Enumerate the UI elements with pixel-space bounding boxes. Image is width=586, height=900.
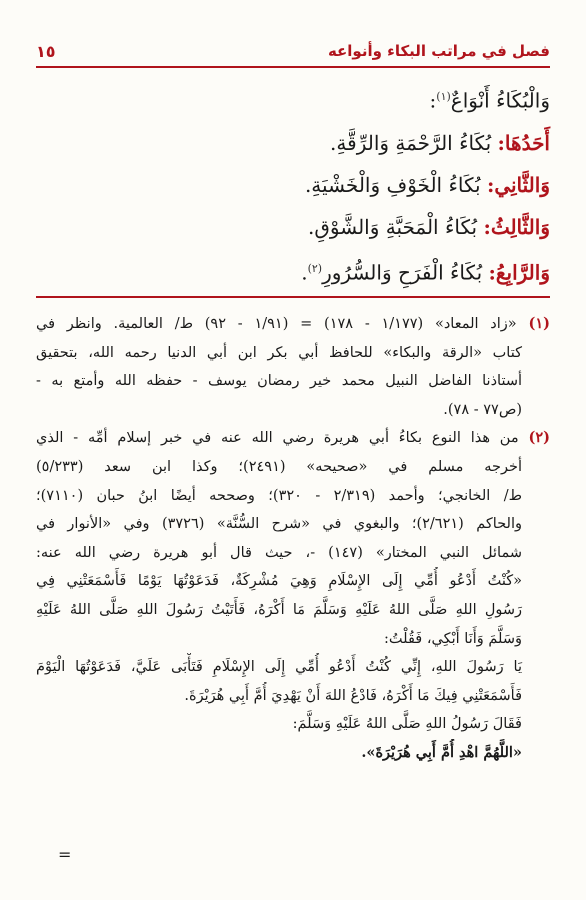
header-rule [36, 66, 550, 68]
hadith-line: رَسُولِ اللهِ صَلَّى اللهُ عَلَيْهِ وَسَلَّمَ مَا أَكْرَهُ، فَأَتَيْتُ رَسُولَ اللهِ صَلَّى اللهُ عَلَيْهِ [36, 601, 522, 618]
kind-label: أَحَدُهَا: [497, 130, 550, 155]
footnote-2-number: (٢) [528, 429, 550, 447]
kind-line-3 [150, 206, 550, 248]
footnote-1-line: أستاذنا الفاضل النبيل محمد خير رمضان يوسف - حفظه الله وأمتع به - [36, 373, 522, 390]
kind-text: بُكَاءُ الْخَوْفِ وَالْخَشْيَةِ. [304, 172, 487, 197]
kind-line-2 [150, 164, 550, 206]
footnote-ref-2[interactable]: (٢) [307, 261, 323, 275]
continuation-mark: = [58, 845, 72, 864]
footnote-2-line: ط/ الخانجي؛ وأحمد (٢/٣١٩ - ٣٢٠)؛ وصححه أيضًا ابنُ حبان (٧١١٠)؛ [36, 487, 522, 504]
chapter-title: فصل في مراتب البكاء وأنواعه [327, 42, 550, 60]
intro-text: وَالْبُكَاءُ أَنْوَاعٌ [450, 88, 550, 113]
kind-tail: . [301, 260, 308, 285]
hadith-line: فَأَسْمَعَتْنِي فِيكَ مَا أَكْرَهُ، فَادْعُ اللهَ أَنْ يَهْدِيَ أُمَّ أَبِي هُرَيْرَةَ. [184, 687, 522, 704]
footnote-text: «زاد المعاد» (١/١٧٧ - ١٧٨) = (١/٩١ - ٩٢) ط/ العالمية. وانظر في [36, 316, 517, 332]
main-text [150, 76, 550, 293]
kind-label: وَالثَّالِثُ: [483, 214, 550, 239]
hadith-line: يَا رَسُولَ اللهِ، إِنِّي كُنْتُ أَدْعُو أُمِّي إِلَى الإِسْلَامِ فَتَأْبَى عَلَيَّ، فَدَعَوْتُهَا الْيَوْمَ [36, 659, 522, 676]
footnote-2-line [36, 424, 550, 453]
footnote-2-line: شمائل النبي المختار» (١٤٧) -، حيث قال أبو هريرة رضي الله عنه: [36, 544, 523, 561]
intro-line [150, 76, 550, 122]
footnote-1-line [36, 310, 550, 339]
hadith-line: «كُنْتُ أَدْعُو أُمِّي إِلَى الإِسْلَامِ وَهِيَ مُشْرِكَةٌ، فَدَعَوْتُهَا يَوْمًا فَأَسْمَعَتْنِي فِي [36, 573, 522, 590]
kind-text: بُكَاءُ الرَّحْمَةِ وَالرِّقَّةِ. [330, 130, 498, 155]
hadith-line: وَسَلَّمَ وَأَنَا أَبْكِي، فَقُلْتُ: [384, 630, 522, 647]
footnote-1-line: (ص٧٧ - ٧٨). [443, 401, 522, 418]
running-header [36, 40, 550, 64]
kind-line-4 [150, 248, 550, 294]
kind-text: بُكَاءُ الْمَحَبَّةِ وَالشَّوْقِ. [308, 214, 484, 239]
footnotes [36, 310, 550, 768]
footnote-2-line: أخرجه مسلم في «صحيحه» (٢٤٩١)؛ وكذا ابن سعد (٥/٢٣٣) [36, 458, 522, 475]
hadith-line: فَقَالَ رَسُولُ اللهِ صَلَّى اللهُ عَلَيْهِ وَسَلَّمَ: [292, 716, 522, 733]
footnote-1-line: كتاب «الرقة والبكاء» للحافظ أبي بكر ابن أبي الدنيا رحمه الله، بتحقيق [36, 344, 522, 361]
footnote-1-number: (١) [528, 315, 550, 332]
page-number: ١٥ [36, 42, 56, 61]
kind-line-1 [150, 122, 550, 164]
footnote-ref-1[interactable]: (١) [436, 90, 451, 103]
hadith-supplication-line: «اللَّهُمَّ اهْدِ أُمَّ أَبِي هُرَيْرَةَ». [361, 743, 522, 761]
kind-text: بُكَاءُ الْفَرَحِ وَالسُّرُورِ [322, 260, 489, 285]
kind-label: وَالرَّابِعُ: [488, 260, 550, 285]
footnote-separator [36, 296, 550, 298]
intro-tail: : [429, 88, 437, 113]
kind-label: وَالثَّانِي: [486, 172, 550, 197]
footnote-text: من هذا النوع بكاءُ أبي هريرة رضي الله عنه في خبر إسلام أمِّه - الذي [36, 430, 519, 447]
footnote-2-line: والحاكم (٢/٦٢١)؛ والبغوي في «شرح السُّنَّة» (٣٧٢٦) وفي «الأنوار في [36, 516, 523, 533]
